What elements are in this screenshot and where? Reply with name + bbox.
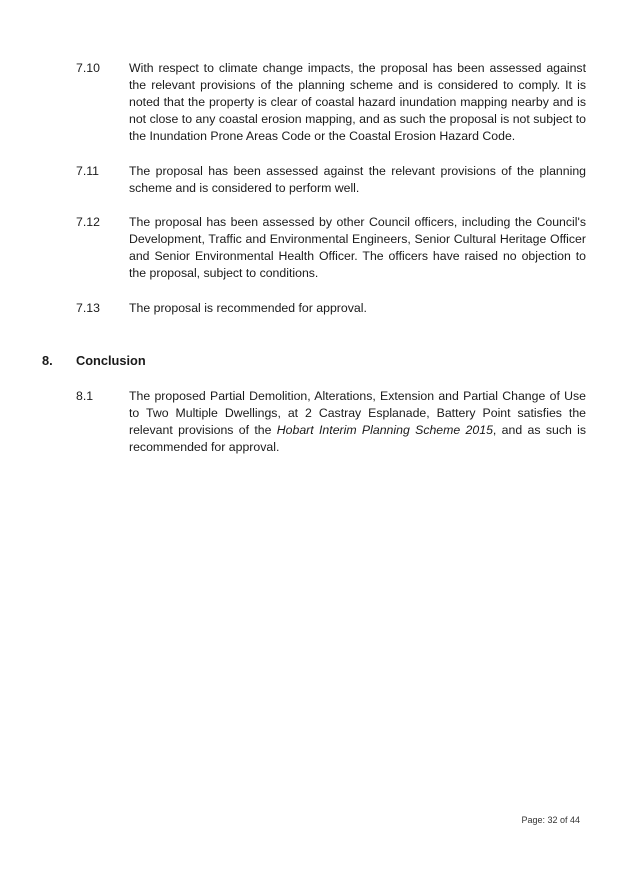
paragraph-text: The proposal has been assessed by other Council officers, including the Council's Development, Traffic and Environmental Engineers, Senior Cultural Heritage Officer and Senior Environmental Health Officer. The officers have raised no objection to the proposal, subject to conditions. [129, 215, 586, 280]
paragraph-number: 7.10 [76, 61, 100, 75]
page-number-footer: Page: 32 of 44 [521, 815, 580, 825]
paragraph-text [129, 388, 586, 456]
paragraph-number: 7.13 [76, 301, 100, 315]
paragraph-7-10 [76, 60, 586, 145]
paragraph-text-start: The proposed Partial Demolition, Alterations, Extension and Partial Change of Use to Two Multiple Dwellings, at 2 Castray Esplanade, Battery Point satisfies the relevant provisions of the [129, 389, 586, 437]
paragraph-8-1 [76, 388, 586, 456]
heading-number: 8. [42, 353, 53, 368]
paragraph-7-11 [76, 163, 586, 197]
paragraph-7-12 [76, 214, 586, 282]
paragraph-text: The proposal has been assessed against the relevant provisions of the planning scheme and is considered to perform well. [129, 164, 586, 195]
paragraph-number: 7.11 [76, 164, 100, 178]
heading-title: Conclusion [76, 353, 146, 368]
paragraph-number: 8.1 [76, 389, 94, 403]
paragraph-text: The proposal is recommended for approval. [129, 301, 367, 315]
paragraph-text-end: , and as such is recommended for approval. [129, 423, 587, 454]
section-heading-conclusion [42, 352, 146, 369]
scheme-name: Hobart Interim Planning Scheme 2015 [276, 423, 493, 437]
paragraph-number: 7.12 [76, 215, 100, 229]
paragraph-text: With respect to climate change impacts, the proposal has been assessed against the relevant provisions of the planning scheme and is considered to comply. It is noted that the property is clear of coastal hazard inundation mapping nearby and is not close to any coastal erosion mapping, and as such the proposal is not subject to the Inundation Prone Areas Code or the Coastal Erosion Hazard Code. [129, 61, 586, 143]
paragraph-7-13 [76, 300, 586, 317]
